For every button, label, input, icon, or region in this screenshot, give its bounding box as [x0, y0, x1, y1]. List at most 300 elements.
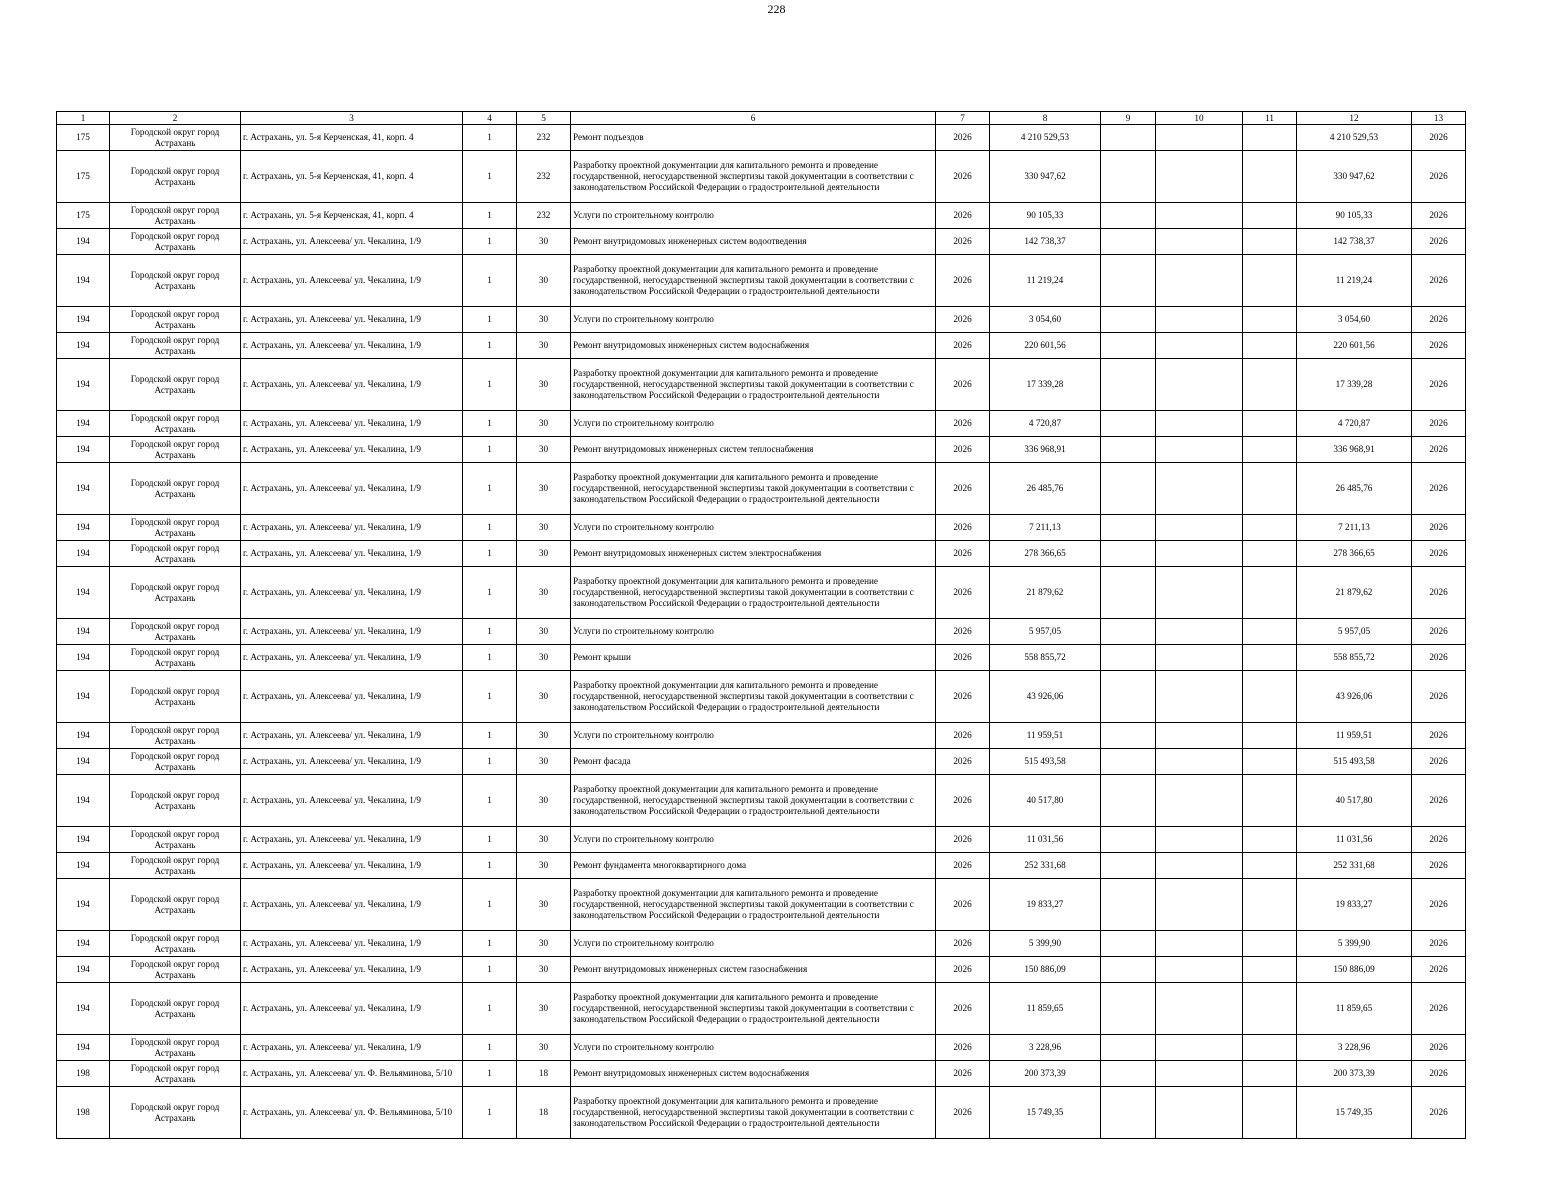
unit-value-cell: 30: [517, 1035, 571, 1061]
column-header: 6: [571, 112, 936, 125]
column-header: 5: [517, 112, 571, 125]
municipality-cell: Городской округ город Астрахань: [110, 125, 241, 151]
table-row: [57, 203, 1466, 229]
address-cell: г. Астрахань, ул. Алексеева/ ул. Чекалина, 1/9: [241, 645, 463, 671]
col-9-cell: [1101, 957, 1156, 983]
unit-value-cell: 30: [517, 515, 571, 541]
address-cell: г. Астрахань, ул. Алексеева/ ул. Ф. Вельяминова, 5/10: [241, 1061, 463, 1087]
cost-total-cell: 26 485,76: [990, 463, 1101, 515]
col-11-cell: [1243, 203, 1297, 229]
object-number-cell: 194: [57, 567, 110, 619]
table-row: [57, 931, 1466, 957]
object-number-cell: 194: [57, 541, 110, 567]
municipality-cell: Городской округ город Астрахань: [110, 957, 241, 983]
work-type-cell: Разработку проектной документации для капитального ремонта и проведение государственной, негосударственной экспертизы такой документации в соответствии с законодательством Российской Федерации о градостроительной деятельности: [571, 567, 936, 619]
table-row: [57, 567, 1466, 619]
object-number-cell: 194: [57, 307, 110, 333]
table-row: [57, 853, 1466, 879]
col-11-cell: [1243, 723, 1297, 749]
completion-year-cell: 2026: [1412, 515, 1466, 541]
col-11-cell: [1243, 515, 1297, 541]
address-cell: г. Астрахань, ул. Алексеева/ ул. Чекалина, 1/9: [241, 567, 463, 619]
municipality-cell: Городской округ город Астрахань: [110, 671, 241, 723]
table-row: [57, 333, 1466, 359]
completion-year-cell: 2026: [1412, 333, 1466, 359]
col-10-cell: [1156, 827, 1243, 853]
work-type-cell: Ремонт фасада: [571, 749, 936, 775]
col-11-cell: [1243, 411, 1297, 437]
col-11-cell: [1243, 1087, 1297, 1139]
address-cell: г. Астрахань, ул. Алексеева/ ул. Чекалина, 1/9: [241, 827, 463, 853]
municipality-cell: Городской округ город Астрахань: [110, 931, 241, 957]
cost-fund-cell: 11 219,24: [1297, 255, 1412, 307]
year-cell: 2026: [936, 1061, 990, 1087]
completion-year-cell: 2026: [1412, 437, 1466, 463]
col-11-cell: [1243, 645, 1297, 671]
table-row: [57, 515, 1466, 541]
object-number-cell: 194: [57, 645, 110, 671]
address-cell: г. Астрахань, ул. Алексеева/ ул. Чекалина, 1/9: [241, 229, 463, 255]
completion-year-cell: 2026: [1412, 1035, 1466, 1061]
col-11-cell: [1243, 567, 1297, 619]
column-header: 11: [1243, 112, 1297, 125]
col-9-cell: [1101, 619, 1156, 645]
cost-total-cell: 43 926,06: [990, 671, 1101, 723]
table-row: [57, 411, 1466, 437]
work-type-cell: Ремонт внутридомовых инженерных систем газоснабжения: [571, 957, 936, 983]
cost-total-cell: 19 833,27: [990, 879, 1101, 931]
completion-year-cell: 2026: [1412, 307, 1466, 333]
table-row: [57, 645, 1466, 671]
work-type-cell: Разработку проектной документации для капитального ремонта и проведение государственной, негосударственной экспертизы такой документации в соответствии с законодательством Российской Федерации о градостроительной деятельности: [571, 983, 936, 1035]
col-9-cell: [1101, 775, 1156, 827]
cost-total-cell: 200 373,39: [990, 1061, 1101, 1087]
completion-year-cell: 2026: [1412, 1061, 1466, 1087]
col-9-cell: [1101, 749, 1156, 775]
col-11-cell: [1243, 983, 1297, 1035]
col-10-cell: [1156, 229, 1243, 255]
work-type-cell: Услуги по строительному контролю: [571, 931, 936, 957]
col-9-cell: [1101, 307, 1156, 333]
cost-total-cell: 558 855,72: [990, 645, 1101, 671]
count-cell: 1: [463, 437, 517, 463]
col-10-cell: [1156, 1087, 1243, 1139]
table-row: [57, 957, 1466, 983]
col-10-cell: [1156, 359, 1243, 411]
col-10-cell: [1156, 203, 1243, 229]
object-number-cell: 194: [57, 983, 110, 1035]
col-9-cell: [1101, 359, 1156, 411]
year-cell: 2026: [936, 541, 990, 567]
work-type-cell: Услуги по строительному контролю: [571, 723, 936, 749]
completion-year-cell: 2026: [1412, 463, 1466, 515]
municipality-cell: Городской округ город Астрахань: [110, 983, 241, 1035]
year-cell: 2026: [936, 515, 990, 541]
cost-total-cell: 220 601,56: [990, 333, 1101, 359]
unit-value-cell: 30: [517, 307, 571, 333]
col-10-cell: [1156, 931, 1243, 957]
work-type-cell: Ремонт фундамента многоквартирного дома: [571, 853, 936, 879]
cost-fund-cell: 150 886,09: [1297, 957, 1412, 983]
unit-value-cell: 30: [517, 775, 571, 827]
col-9-cell: [1101, 879, 1156, 931]
table-row: [57, 437, 1466, 463]
completion-year-cell: 2026: [1412, 411, 1466, 437]
completion-year-cell: 2026: [1412, 619, 1466, 645]
cost-total-cell: 3 054,60: [990, 307, 1101, 333]
col-9-cell: [1101, 1035, 1156, 1061]
completion-year-cell: 2026: [1412, 983, 1466, 1035]
col-9-cell: [1101, 671, 1156, 723]
col-10-cell: [1156, 1061, 1243, 1087]
count-cell: 1: [463, 671, 517, 723]
cost-fund-cell: 40 517,80: [1297, 775, 1412, 827]
year-cell: 2026: [936, 1087, 990, 1139]
unit-value-cell: 30: [517, 983, 571, 1035]
count-cell: 1: [463, 151, 517, 203]
completion-year-cell: 2026: [1412, 203, 1466, 229]
table-row: [57, 541, 1466, 567]
col-10-cell: [1156, 645, 1243, 671]
work-type-cell: Ремонт подъездов: [571, 125, 936, 151]
count-cell: 1: [463, 645, 517, 671]
address-cell: г. Астрахань, ул. 5-я Керченская, 41, корп. 4: [241, 203, 463, 229]
municipality-cell: Городской округ город Астрахань: [110, 567, 241, 619]
column-header: 3: [241, 112, 463, 125]
table-body: [57, 125, 1466, 1139]
col-11-cell: [1243, 307, 1297, 333]
cost-total-cell: 150 886,09: [990, 957, 1101, 983]
unit-value-cell: 18: [517, 1087, 571, 1139]
cost-fund-cell: 5 957,05: [1297, 619, 1412, 645]
completion-year-cell: 2026: [1412, 931, 1466, 957]
object-number-cell: 194: [57, 671, 110, 723]
municipality-cell: Городской округ город Астрахань: [110, 203, 241, 229]
object-number-cell: 194: [57, 853, 110, 879]
col-11-cell: [1243, 1061, 1297, 1087]
year-cell: 2026: [936, 619, 990, 645]
table-row: [57, 1035, 1466, 1061]
unit-value-cell: 232: [517, 203, 571, 229]
table-row: [57, 307, 1466, 333]
col-11-cell: [1243, 749, 1297, 775]
cost-total-cell: 11 031,56: [990, 827, 1101, 853]
municipality-cell: Городской округ город Астрахань: [110, 723, 241, 749]
cost-total-cell: 11 859,65: [990, 983, 1101, 1035]
col-9-cell: [1101, 437, 1156, 463]
table-row: [57, 671, 1466, 723]
count-cell: 1: [463, 879, 517, 931]
col-9-cell: [1101, 827, 1156, 853]
object-number-cell: 198: [57, 1061, 110, 1087]
year-cell: 2026: [936, 749, 990, 775]
work-type-cell: Ремонт внутридомовых инженерных систем электроснабжения: [571, 541, 936, 567]
cost-fund-cell: 142 738,37: [1297, 229, 1412, 255]
completion-year-cell: 2026: [1412, 723, 1466, 749]
work-type-cell: Услуги по строительному контролю: [571, 411, 936, 437]
count-cell: 1: [463, 1061, 517, 1087]
table-row: [57, 879, 1466, 931]
object-number-cell: 194: [57, 931, 110, 957]
completion-year-cell: 2026: [1412, 853, 1466, 879]
municipality-cell: Городской округ город Астрахань: [110, 1061, 241, 1087]
cost-total-cell: 4 210 529,53: [990, 125, 1101, 151]
unit-value-cell: 232: [517, 125, 571, 151]
col-10-cell: [1156, 333, 1243, 359]
work-type-cell: Разработку проектной документации для капитального ремонта и проведение государственной, негосударственной экспертизы такой документации в соответствии с законодательством Российской Федерации о градостроительной деятельности: [571, 255, 936, 307]
col-11-cell: [1243, 827, 1297, 853]
col-11-cell: [1243, 957, 1297, 983]
col-10-cell: [1156, 671, 1243, 723]
cost-fund-cell: 11 859,65: [1297, 983, 1412, 1035]
column-header: 12: [1297, 112, 1412, 125]
year-cell: 2026: [936, 463, 990, 515]
col-11-cell: [1243, 333, 1297, 359]
count-cell: 1: [463, 411, 517, 437]
cost-total-cell: 17 339,28: [990, 359, 1101, 411]
work-type-cell: Разработку проектной документации для капитального ремонта и проведение государственной, негосударственной экспертизы такой документации в соответствии с законодательством Российской Федерации о градостроительной деятельности: [571, 775, 936, 827]
address-cell: г. Астрахань, ул. 5-я Керченская, 41, корп. 4: [241, 125, 463, 151]
cost-fund-cell: 515 493,58: [1297, 749, 1412, 775]
municipality-cell: Городской округ город Астрахань: [110, 775, 241, 827]
col-9-cell: [1101, 255, 1156, 307]
column-header: 8: [990, 112, 1101, 125]
cost-fund-cell: 11 959,51: [1297, 723, 1412, 749]
column-header: 2: [110, 112, 241, 125]
col-11-cell: [1243, 125, 1297, 151]
col-10-cell: [1156, 775, 1243, 827]
table-row: [57, 229, 1466, 255]
object-number-cell: 194: [57, 359, 110, 411]
cost-fund-cell: 5 399,90: [1297, 931, 1412, 957]
completion-year-cell: 2026: [1412, 359, 1466, 411]
col-11-cell: [1243, 671, 1297, 723]
cost-total-cell: 142 738,37: [990, 229, 1101, 255]
unit-value-cell: 30: [517, 723, 571, 749]
cost-fund-cell: 3 228,96: [1297, 1035, 1412, 1061]
unit-value-cell: 30: [517, 879, 571, 931]
year-cell: 2026: [936, 853, 990, 879]
year-cell: 2026: [936, 125, 990, 151]
cost-fund-cell: 278 366,65: [1297, 541, 1412, 567]
object-number-cell: 175: [57, 151, 110, 203]
year-cell: 2026: [936, 671, 990, 723]
work-type-cell: Ремонт внутридомовых инженерных систем водоснабжения: [571, 333, 936, 359]
col-9-cell: [1101, 1061, 1156, 1087]
count-cell: 1: [463, 723, 517, 749]
work-type-cell: Разработку проектной документации для капитального ремонта и проведение государственной, негосударственной экспертизы такой документации в соответствии с законодательством Российской Федерации о градостроительной деятельности: [571, 151, 936, 203]
year-cell: 2026: [936, 645, 990, 671]
count-cell: 1: [463, 255, 517, 307]
work-type-cell: Ремонт внутридомовых инженерных систем теплоснабжения: [571, 437, 936, 463]
cost-fund-cell: 19 833,27: [1297, 879, 1412, 931]
unit-value-cell: 30: [517, 645, 571, 671]
year-cell: 2026: [936, 931, 990, 957]
col-9-cell: [1101, 983, 1156, 1035]
col-9-cell: [1101, 1087, 1156, 1139]
table-row: [57, 359, 1466, 411]
column-header: 10: [1156, 112, 1243, 125]
col-10-cell: [1156, 567, 1243, 619]
table-row: [57, 1061, 1466, 1087]
work-type-cell: Ремонт крыши: [571, 645, 936, 671]
table-row: [57, 1087, 1466, 1139]
col-10-cell: [1156, 151, 1243, 203]
table-row: [57, 827, 1466, 853]
completion-year-cell: 2026: [1412, 879, 1466, 931]
count-cell: 1: [463, 463, 517, 515]
object-number-cell: 194: [57, 1035, 110, 1061]
cost-fund-cell: 21 879,62: [1297, 567, 1412, 619]
cost-total-cell: 278 366,65: [990, 541, 1101, 567]
unit-value-cell: 30: [517, 749, 571, 775]
col-11-cell: [1243, 775, 1297, 827]
cost-fund-cell: 15 749,35: [1297, 1087, 1412, 1139]
completion-year-cell: 2026: [1412, 671, 1466, 723]
cost-fund-cell: 90 105,33: [1297, 203, 1412, 229]
table-header: [57, 112, 1466, 125]
unit-value-cell: 30: [517, 411, 571, 437]
col-10-cell: [1156, 255, 1243, 307]
object-number-cell: 175: [57, 203, 110, 229]
col-10-cell: [1156, 541, 1243, 567]
year-cell: 2026: [936, 1035, 990, 1061]
column-header: 9: [1101, 112, 1156, 125]
object-number-cell: 194: [57, 411, 110, 437]
table-row: [57, 983, 1466, 1035]
unit-value-cell: 30: [517, 957, 571, 983]
municipality-cell: Городской округ город Астрахань: [110, 879, 241, 931]
col-10-cell: [1156, 619, 1243, 645]
year-cell: 2026: [936, 307, 990, 333]
col-11-cell: [1243, 229, 1297, 255]
cost-fund-cell: 252 331,68: [1297, 853, 1412, 879]
col-10-cell: [1156, 723, 1243, 749]
count-cell: 1: [463, 1087, 517, 1139]
col-10-cell: [1156, 307, 1243, 333]
unit-value-cell: 30: [517, 931, 571, 957]
column-header: 4: [463, 112, 517, 125]
work-type-cell: Ремонт внутридомовых инженерных систем водоотведения: [571, 229, 936, 255]
municipality-cell: Городской округ город Астрахань: [110, 645, 241, 671]
object-number-cell: 194: [57, 463, 110, 515]
work-type-cell: Разработку проектной документации для капитального ремонта и проведение государственной, негосударственной экспертизы такой документации в соответствии с законодательством Российской Федерации о градостроительной деятельности: [571, 879, 936, 931]
address-cell: г. Астрахань, ул. Алексеева/ ул. Чекалина, 1/9: [241, 749, 463, 775]
cost-fund-cell: 558 855,72: [1297, 645, 1412, 671]
capital-repair-table: [56, 111, 1466, 1139]
cost-fund-cell: 3 054,60: [1297, 307, 1412, 333]
year-cell: 2026: [936, 333, 990, 359]
municipality-cell: Городской округ город Астрахань: [110, 463, 241, 515]
table-row: [57, 125, 1466, 151]
table-row: [57, 255, 1466, 307]
column-header: 13: [1412, 112, 1466, 125]
work-type-cell: Разработку проектной документации для капитального ремонта и проведение государственной, негосударственной экспертизы такой документации в соответствии с законодательством Российской Федерации о градостроительной деятельности: [571, 671, 936, 723]
work-type-cell: Услуги по строительному контролю: [571, 619, 936, 645]
cost-fund-cell: 330 947,62: [1297, 151, 1412, 203]
address-cell: г. Астрахань, ул. Алексеева/ ул. Чекалина, 1/9: [241, 255, 463, 307]
object-number-cell: 194: [57, 775, 110, 827]
municipality-cell: Городской округ город Астрахань: [110, 853, 241, 879]
year-cell: 2026: [936, 879, 990, 931]
object-number-cell: 194: [57, 723, 110, 749]
col-9-cell: [1101, 567, 1156, 619]
page-number: 228: [767, 2, 786, 16]
work-type-cell: Услуги по строительному контролю: [571, 827, 936, 853]
object-number-cell: 194: [57, 749, 110, 775]
count-cell: 1: [463, 983, 517, 1035]
address-cell: г. Астрахань, ул. Алексеева/ ул. Чекалина, 1/9: [241, 359, 463, 411]
address-cell: г. Астрахань, ул. Алексеева/ ул. Чекалина, 1/9: [241, 515, 463, 541]
col-11-cell: [1243, 463, 1297, 515]
col-10-cell: [1156, 411, 1243, 437]
unit-value-cell: 18: [517, 1061, 571, 1087]
table-row: [57, 619, 1466, 645]
count-cell: 1: [463, 515, 517, 541]
col-9-cell: [1101, 463, 1156, 515]
count-cell: 1: [463, 333, 517, 359]
year-cell: 2026: [936, 229, 990, 255]
col-9-cell: [1101, 125, 1156, 151]
completion-year-cell: 2026: [1412, 541, 1466, 567]
unit-value-cell: 30: [517, 853, 571, 879]
completion-year-cell: 2026: [1412, 827, 1466, 853]
object-number-cell: 194: [57, 879, 110, 931]
col-10-cell: [1156, 125, 1243, 151]
table-row: [57, 723, 1466, 749]
cost-fund-cell: 17 339,28: [1297, 359, 1412, 411]
col-9-cell: [1101, 203, 1156, 229]
completion-year-cell: 2026: [1412, 1087, 1466, 1139]
col-9-cell: [1101, 411, 1156, 437]
unit-value-cell: 30: [517, 333, 571, 359]
cost-total-cell: 515 493,58: [990, 749, 1101, 775]
col-10-cell: [1156, 983, 1243, 1035]
work-type-cell: Услуги по строительному контролю: [571, 515, 936, 541]
address-cell: г. Астрахань, ул. Алексеева/ ул. Чекалина, 1/9: [241, 983, 463, 1035]
count-cell: 1: [463, 957, 517, 983]
cost-fund-cell: 7 211,13: [1297, 515, 1412, 541]
year-cell: 2026: [936, 567, 990, 619]
col-11-cell: [1243, 151, 1297, 203]
municipality-cell: Городской округ город Астрахань: [110, 255, 241, 307]
cost-total-cell: 11 219,24: [990, 255, 1101, 307]
municipality-cell: Городской округ город Астрахань: [110, 229, 241, 255]
col-9-cell: [1101, 645, 1156, 671]
cost-total-cell: 4 720,87: [990, 411, 1101, 437]
col-10-cell: [1156, 437, 1243, 463]
completion-year-cell: 2026: [1412, 125, 1466, 151]
col-9-cell: [1101, 853, 1156, 879]
unit-value-cell: 30: [517, 619, 571, 645]
completion-year-cell: 2026: [1412, 775, 1466, 827]
municipality-cell: Городской округ город Астрахань: [110, 541, 241, 567]
address-cell: г. Астрахань, ул. Алексеева/ ул. Чекалина, 1/9: [241, 853, 463, 879]
cost-fund-cell: 11 031,56: [1297, 827, 1412, 853]
unit-value-cell: 232: [517, 151, 571, 203]
col-11-cell: [1243, 853, 1297, 879]
municipality-cell: Городской округ город Астрахань: [110, 515, 241, 541]
object-number-cell: 194: [57, 333, 110, 359]
object-number-cell: 194: [57, 437, 110, 463]
year-cell: 2026: [936, 151, 990, 203]
col-10-cell: [1156, 749, 1243, 775]
municipality-cell: Городской округ город Астрахань: [110, 411, 241, 437]
col-10-cell: [1156, 463, 1243, 515]
municipality-cell: Городской округ город Астрахань: [110, 749, 241, 775]
col-9-cell: [1101, 723, 1156, 749]
work-type-cell: Разработку проектной документации для капитального ремонта и проведение государственной, негосударственной экспертизы такой документации в соответствии с законодательством Российской Федерации о градостроительной деятельности: [571, 359, 936, 411]
